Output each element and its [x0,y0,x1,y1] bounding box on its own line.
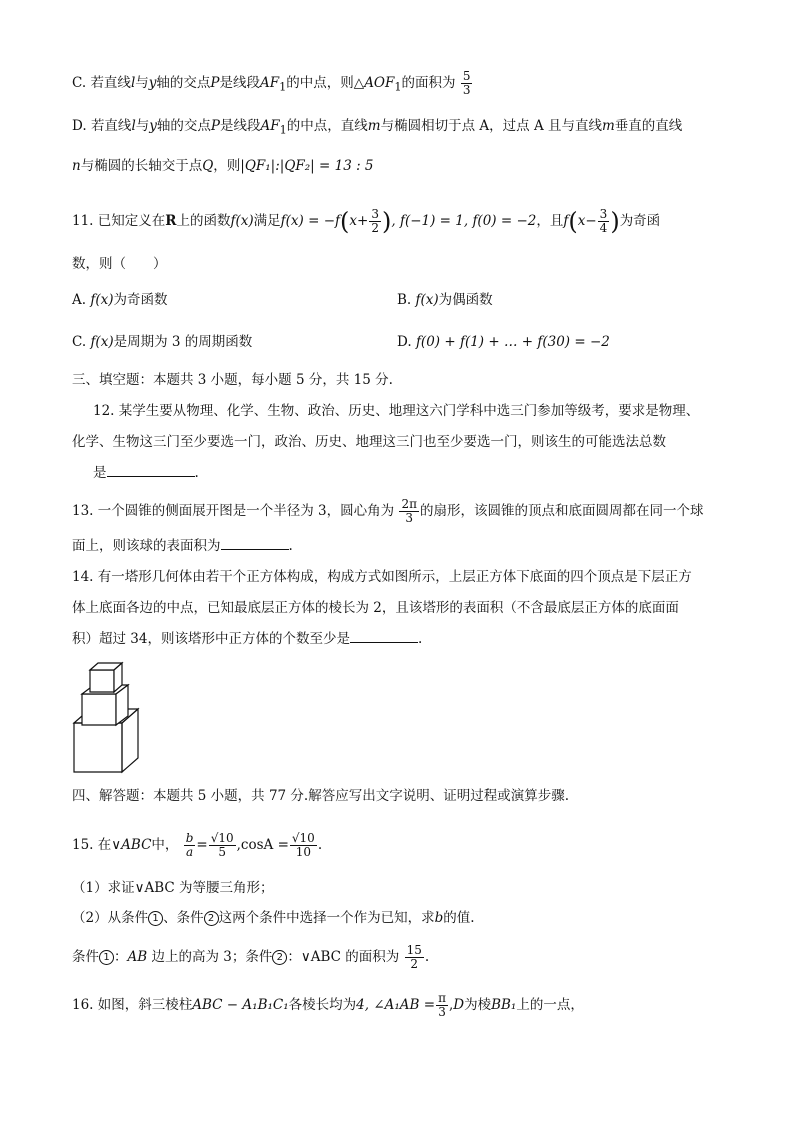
q14-line1: 14. 有一塔形几何体由若干个正方体构成，构成方式如图所示，上层正方体下底面的四个顶点是下层正方 [72,569,692,585]
text: 轴的交点 [156,118,211,134]
var-l: l [130,75,136,91]
option-label: D. [72,118,87,134]
text: 若直线 [90,118,132,134]
denominator: 3 [438,1005,446,1019]
conditions: , f(−1) = 1, f(0) = −2 [391,213,537,229]
fraction [290,832,317,859]
text: . [424,949,430,965]
q13-line2 [72,536,293,556]
ratio-expr: |QF₁|:|QF₂| = 13 : 5 [240,158,374,174]
var-m: m [601,118,615,134]
q11-option-b [397,290,493,310]
text: 积）超过 34，则该塔形中正方体的个数至少是 [72,631,350,647]
var-x: x+ [349,213,369,229]
text: 轴的交点 [156,75,211,91]
q13-line1 [72,498,703,525]
var-q: Q [202,158,214,174]
option-label: A. [72,292,87,308]
fraction [436,992,448,1019]
denominator: a [185,845,194,859]
answer-blank[interactable] [221,537,289,550]
text: 已知定义在 [97,213,166,229]
text: ：∨ABC 的面积为 [287,949,400,965]
subscript: 1 [279,123,287,137]
var-f: f [563,213,569,229]
text: . [194,465,199,481]
text: ，则 [213,158,241,174]
q15-conditions [72,944,429,971]
numerator: 3 [371,207,379,221]
numerator: 15 [406,943,422,957]
text: ,cosA = [236,837,289,853]
fx: f(x) [415,292,439,308]
fraction-b-over-a [184,832,196,859]
text: 为棱 [464,997,492,1013]
text: 的面积为 [401,75,456,91]
fx: f(x) [90,334,114,350]
text: 面上，则该球的表面积为 [72,538,221,554]
var-b: b [434,910,444,926]
text: 是 [93,465,107,481]
option-text: 是周期为 3 的周期函数 [113,334,253,350]
text: 13. 一个圆锥的侧面展开图是一个半径为 3，圆心角为 [72,503,395,519]
var-aof: AOF [364,75,395,91]
text: 15. 在 [72,837,112,853]
text: 条件 [72,949,99,965]
q12-line1: 12. 某学生要从物理、化学、生物、政治、历史、地理这六门学科中选三门参加等级考，要求是物理、 [93,403,700,419]
question-number: 11. [72,213,94,229]
circled-2: 2 [272,950,287,965]
angle-expr: 4, ∠A₁AB = [356,997,436,1013]
text: 为奇函 [619,213,661,229]
text: 与椭圆相切于点 A，过点 A 且与直线 [380,118,602,134]
text: 的扇形，该圆锥的顶点和底面圆周都在同一个球 [419,503,704,519]
section-4-heading: 四、解答题：本题共 5 小题，共 77 分.解答应写出文字说明、证明过程或演算步骤. [72,788,570,804]
option-text: f(0) + f(1) + … + f(30) = −2 [415,334,610,350]
text: . [288,538,293,554]
text: 16. 如图，斜三棱柱 [72,997,193,1013]
denominator: 3 [405,511,414,525]
subscript: 1 [394,80,402,94]
var-l: l [131,118,136,134]
text: （2）从条件 [72,910,149,926]
var-af: AF [260,75,280,91]
q11-option-c [72,332,252,352]
q15-part1: （1）求证∨ABC 为等腰三角形； [72,880,274,896]
q12-line3 [93,463,199,483]
q15-stem [72,832,322,859]
option-label: D. [397,334,412,350]
text: ，且 [536,213,564,229]
numerator: π [438,991,446,1005]
q16-stem [72,992,584,1019]
q10-option-d-line2 [72,156,374,176]
paren: ( [340,207,350,236]
section-3-heading: 三、填空题：本题共 3 小题，每小题 5 分，共 15 分. [72,372,393,388]
denominator: 4 [599,221,608,235]
text: 若直线 [90,75,131,91]
fraction [461,70,473,97]
text: 的中点，则△ [286,75,365,91]
text: 与 [135,118,150,134]
text: 满足 [253,213,281,229]
option-label: C. [72,75,87,91]
text: 垂直的直线 [614,118,683,134]
q12-line2: 化学、生物这三门至少要选一门，政治、历史、地理这三门也至少要选一门，则该生的可能选法总数 [72,434,666,450]
prism-name: ABC − A₁B₁C₁ [192,997,289,1013]
equation: f(x) = −f [280,213,341,229]
edge-bb1: BB₁ [491,997,517,1013]
text: . [317,837,323,853]
denominator: 5 [218,845,226,859]
paren: ( [568,207,578,236]
numerator: b [185,831,194,845]
text: ： [114,949,128,965]
text: 是线段 [219,75,260,91]
var-x: x− [577,213,597,229]
q14-line2: 体上底面各边的中点，已知最底层正方体的棱长为 2，且该塔形的表面积（不含最底层正方体的底面面 [72,600,679,616]
fx: f(x) [230,213,254,229]
fraction [209,832,236,859]
numerator: √10 [291,831,315,845]
var-m: m [367,118,381,134]
fraction [405,944,424,971]
middle-cube-front [82,694,116,725]
answer-blank[interactable] [350,630,418,643]
segment-ab: AB [127,949,148,965]
answer-blank[interactable] [107,464,195,477]
numerator: 3 [599,207,608,221]
text: 与 [135,75,149,91]
q15-part2 [72,908,475,928]
option-label: C. [72,334,87,350]
fraction [369,208,381,235]
text: 的值. [443,910,475,926]
text: 各棱长均为 [288,997,357,1013]
fraction [598,208,610,235]
text: 与椭圆的长轴交于点 [80,158,203,174]
set-r: R [165,213,177,229]
text: 数，则（ ） [72,256,167,272]
triangle-abc: ∨ABC [111,837,152,853]
option-text: 为奇函数 [113,292,168,308]
q11-option-d [397,332,610,352]
bottom-cube-front [74,723,122,772]
point-d: D [453,997,465,1013]
text: 的中点，直线 [286,118,368,134]
circled-2: 2 [204,911,219,926]
text: . [417,631,423,647]
text: 中， [151,837,179,853]
var-p: P [210,118,220,134]
numerator: √10 [210,831,234,845]
option-label: B. [397,292,412,308]
text: 、条件 [163,910,204,926]
subscript: 1 [279,80,287,94]
q14-line3 [72,629,422,649]
paren: ) [381,207,392,236]
denominator: 2 [410,957,419,971]
circled-1: 1 [148,911,163,926]
top-cube-front [90,670,114,692]
text: 上的一点， [516,997,584,1013]
denominator: 2 [371,221,379,235]
q10-option-d-line1 [72,116,682,141]
fraction [399,498,419,525]
denominator: 10 [295,845,311,859]
var-y: y [149,118,157,134]
text: 边上的高为 3；条件 [147,949,273,965]
q11-stem-line1 [72,208,660,235]
q11-stem-line2 [72,254,167,274]
text: 上的函数 [176,213,231,229]
circled-1: 1 [99,950,114,965]
q10-option-c [72,70,473,98]
var-y: y [148,75,157,91]
text: 是线段 [220,118,261,134]
var-af: AF [260,118,280,134]
tower-cubes-figure [70,656,142,778]
option-text: 为偶函数 [438,292,493,308]
var-p: P [210,75,220,91]
text: 这两个条件中选择一个作为已知，求 [218,910,435,926]
fx: f(x) [90,292,114,308]
numerator: 5 [462,69,471,83]
paren: ) [610,207,620,236]
var-n: n [72,158,81,174]
text: = [196,837,208,853]
denominator: 3 [462,83,471,97]
text: , [448,997,454,1013]
q11-option-a [72,290,168,310]
numerator: 2π [401,497,417,511]
